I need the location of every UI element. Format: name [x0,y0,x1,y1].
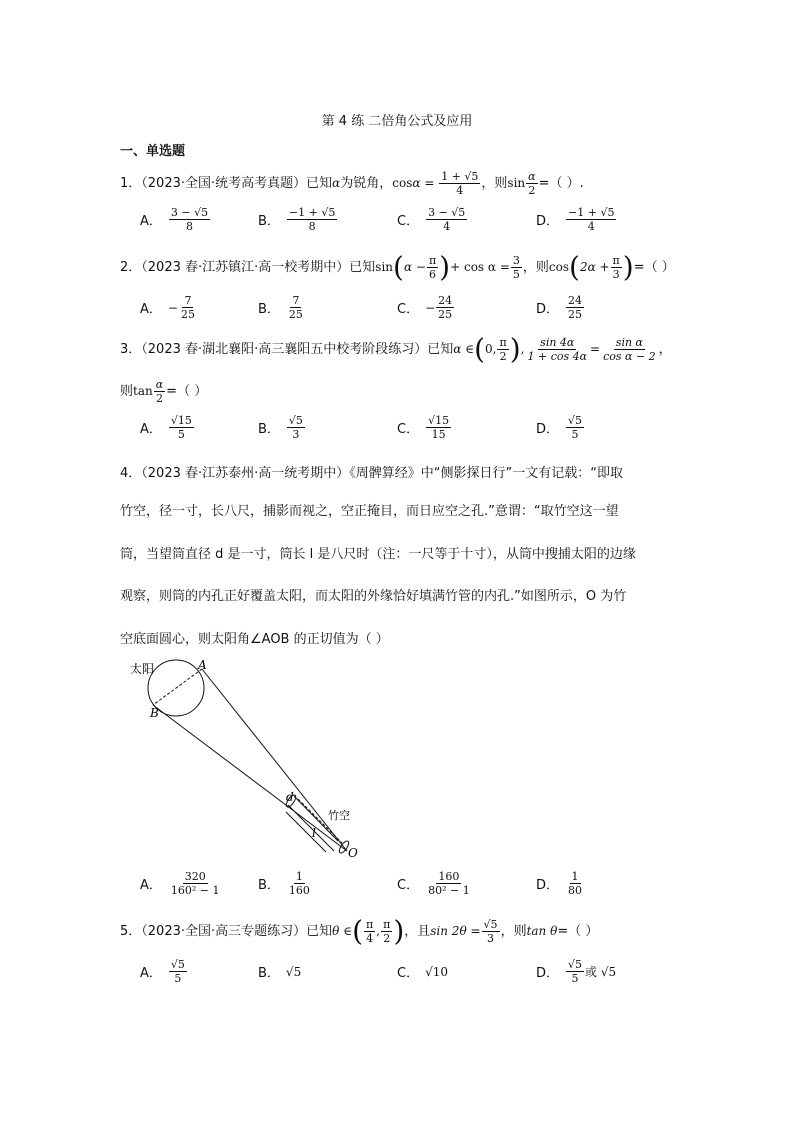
denominator: 4 [443,220,451,233]
option-fraction [169,958,187,985]
option-fraction [287,206,337,233]
denominator: 80² − 1 [428,884,470,897]
denominator: 3 [292,428,300,441]
alpha-symbol: α [332,176,341,190]
numerator: π [499,336,507,349]
denominator: 5 [174,972,182,985]
left-paren: ( [474,332,486,366]
option-label: C． [397,966,420,981]
option-value: √10 [425,964,448,979]
q1-half-angle [526,170,537,197]
question-1 [120,170,584,197]
option-fraction [426,414,451,441]
option-fraction [566,294,584,321]
option-label: C． [397,214,420,229]
q4-option-d[interactable] [536,870,585,897]
denominator: 5 [177,428,185,441]
option-fraction [566,206,616,233]
numerator: 7 [184,294,192,307]
q1-option-d[interactable] [536,206,617,233]
numerator: 7 [292,294,300,307]
q2-option-c[interactable] [397,294,455,321]
option-fraction [566,958,584,985]
alpha-symbol: α [412,176,421,190]
q4-line-3: 筒，当望筒直径 d 是一寸，筒长 l 是八尺时（注：一尺等于十寸），从筒中搜捕太阳的边缘 [120,547,636,562]
option-label: B． [258,214,280,229]
q3-fraction-1 [525,336,589,363]
numerator: sin 4α [540,336,575,349]
denominator: 15 [431,428,446,441]
label-l: l [312,826,316,840]
numerator: −1 + √5 [288,206,336,219]
ray-b [153,705,347,851]
q4-option-b[interactable] [258,870,313,897]
label-b: B [150,706,159,720]
option-label: A． [140,214,162,229]
denominator: 8 [308,220,316,233]
q5-source: （2023·全国·高三专题练习） [141,924,307,939]
q3-half-angle [154,378,165,405]
label-sun: 太阳 [130,662,155,676]
q2-inner: α − [403,260,426,274]
q1-text-3: ，则 [481,176,508,191]
q4-line-5: 空底面圆心，则太阳角∠AOB 的正切值为（ ） [120,632,389,647]
q2-sin: sin [375,260,394,274]
option-fraction [566,870,584,897]
q5-cond: θ ∈ [332,924,353,938]
q2-ratio [511,254,522,281]
section-heading: 一、单选题 [120,144,186,159]
option-label: D． [536,214,560,229]
label-o: O [348,846,358,860]
q5-text: 已知 [306,924,333,939]
numerator: −1 + √5 [568,206,615,219]
option-label: B． [258,422,280,437]
denominator: 25 [438,308,453,321]
pi-over-6 [427,254,438,281]
denominator: 1 + cos 4α [527,350,588,363]
equals: = [590,342,601,356]
q1-text-2: 为锐角， [340,176,393,191]
q4-option-a[interactable] [140,870,223,897]
q3-cond: α ∈ [453,342,475,356]
q1-cos: cos [392,176,413,190]
q1-text-4: =（ ）. [538,176,584,191]
numerator: 1 [571,870,579,883]
q3-sep: , [520,342,525,356]
denominator: 5 [512,268,520,281]
numerator: 3 − √5 [170,206,209,219]
denominator: 160 [288,884,310,897]
denominator: 5 [571,428,579,441]
q1-text: 已知 [306,176,333,191]
numerator: π [428,254,437,267]
question-3 [120,332,672,366]
q3-option-d[interactable] [536,414,585,441]
option-label: C． [397,878,420,893]
option-fraction [426,206,467,233]
q4-line-4: 观察，则筒的内孔正好覆盖太阳，而太阳的外缘恰好填满竹管的内孔.”如图所示，O 为竹 [120,589,627,604]
q5-option-b[interactable] [258,962,301,981]
left-paren: ( [569,250,580,284]
option-fraction [426,870,472,897]
numerator: π [383,918,391,931]
right-paren: ) [439,250,451,284]
q1-option-a[interactable] [140,206,211,233]
q5-option-a[interactable] [140,958,188,985]
option-fraction [287,870,312,897]
denominator: 80 [568,884,583,897]
q3-interval: 0, [485,342,497,356]
q2-cos: cos [548,260,569,274]
denominator: 160² − 1 [170,884,220,897]
q1-option-b[interactable] [258,206,338,233]
denominator: 3 [487,932,495,945]
option-label: D． [536,966,560,981]
numerator: 1 + √5 [441,170,479,183]
q5-tan: tan θ [526,924,558,938]
denominator: 6 [429,268,437,281]
denominator: 8 [186,220,194,233]
pi-over-2 [381,918,392,945]
option-sign: − [425,300,436,315]
q5-text-4: =（ ） [557,924,599,939]
option-label: C． [397,302,420,317]
pi-over-2 [497,336,508,363]
pi-over-3 [611,254,622,281]
denominator: 5 [571,972,579,985]
numerator: 3 [512,254,520,267]
denominator: 3 [612,268,620,281]
q3-option-a[interactable] [140,414,195,441]
pi-over-4 [364,918,375,945]
q3-text-2: 则 [120,384,134,399]
q3-option-b[interactable] [258,414,306,441]
numerator: √15 [170,414,192,427]
left-paren: ( [393,250,404,284]
q5-sin2: sin 2θ = [430,924,481,938]
numerator: π [366,918,374,931]
option-fraction [179,294,197,321]
denominator: 2 [499,350,507,363]
option-label: B． [258,966,280,981]
option-value: √5 [285,964,302,979]
numerator: 160 [438,870,460,883]
option-fraction [169,414,194,441]
q3-tail: ， [658,342,672,357]
option-label: A． [140,878,162,893]
option-fraction [169,870,222,897]
option-fraction [566,414,584,441]
q1-option-c[interactable] [397,206,468,233]
equals: = [420,176,439,190]
denominator: 2 [155,392,163,405]
option-label: D． [536,878,560,893]
numerator: π [612,254,620,267]
denominator: 2 [528,184,536,197]
q4-line-1: 4．（2023 春·江苏泰州·高一统考期中）《周髀算经》中“侧影探日行”一文有记载：“即取 [120,466,623,481]
option-fraction [287,414,305,441]
denominator: cos α − 2 [603,350,656,363]
denominator: 4 [366,932,374,945]
q2-expr: + cos α = [450,260,510,274]
page-title: 第 4 练 二倍角公式及应用 [321,114,473,129]
option-sign: − [167,300,178,315]
q2-number: 2． [120,260,142,275]
question-5 [120,914,599,948]
q2-text-2: ，则 [522,260,549,275]
option-fraction [436,294,454,321]
numerator: α [528,170,536,183]
label-tube: 竹空 [328,809,350,822]
q3-fraction-2 [601,336,658,363]
right-paren: ) [393,914,405,948]
numerator: √5 [288,414,303,427]
option-label: B． [258,878,280,893]
question-3-line-2 [120,378,207,405]
q2-text: 已知 [349,260,376,275]
q4-line-2: 竹空，径一寸，长八尺，捕影而视之，空正掩目，而日应空之孔.”意谓：“取竹空这一望 [120,504,619,519]
q2-inner-2: 2α + [579,260,610,274]
q3-text: 已知 [427,342,454,357]
question-2 [120,250,675,284]
numerator: 320 [184,870,206,883]
numerator: √5 [568,414,583,427]
option-label: B． [258,302,280,317]
option-fraction [169,206,210,233]
q5-text-3: ，则 [500,924,527,939]
numerator: 3 − √5 [428,206,466,219]
denominator: 2 [383,932,391,945]
q1-fraction [439,170,480,197]
numerator: √5 [483,918,498,931]
q3-tan: tan [133,384,153,398]
comma: , [376,924,381,938]
left-paren: ( [352,914,364,948]
sun-tube-diagram [120,655,380,870]
right-paren: ) [622,250,634,284]
sun-diameter-ab [153,669,202,705]
option-label: D． [536,302,560,317]
numerator: sin α [615,336,643,349]
denominator: 25 [288,308,303,321]
q4-option-c[interactable] [397,870,473,897]
q1-source: （2023·全国·统考高考真题） [141,176,307,191]
option-label: C． [397,422,420,437]
option-label: A． [140,422,162,437]
ray-a [202,669,347,851]
numerator: α [155,378,164,391]
bamboo-tube [285,794,351,855]
q2-text-3: =（ ） [633,260,675,275]
q2-option-b[interactable] [258,294,306,321]
numerator: √5 [170,958,185,971]
q2-option-a[interactable] [140,294,198,321]
q5-number: 5． [120,924,142,939]
q1-number: 1． [120,176,142,191]
option-fraction [287,294,305,321]
q2-source: （2023 春·江苏镇江·高一校考期中） [141,260,350,275]
q3-option-c[interactable] [397,414,452,441]
numerator: 24 [438,294,453,307]
option-label: D． [536,422,560,437]
q5-text-2: ，且 [404,924,431,939]
q1-sin: sin [507,176,526,190]
denominator: 4 [456,184,464,197]
denominator: 25 [180,308,195,321]
right-paren: ) [509,332,521,366]
denominator: 25 [568,308,583,321]
numerator: 24 [568,294,583,307]
option-label: A． [140,302,162,317]
numerator: √5 [568,958,583,971]
q5-option-c[interactable] [397,962,448,981]
q3-number: 3． [120,342,142,357]
q2-option-d[interactable] [536,294,585,321]
label-a: A [198,658,207,672]
option-tail: 或 √5 [585,965,617,979]
label-d: d [286,790,294,804]
denominator: 4 [587,220,595,233]
q3-source: （2023 春·湖北襄阳·高三襄阳五中校考阶段练习） [141,342,428,357]
q3-text-3: =（ ） [166,384,208,399]
numerator: √15 [428,414,450,427]
option-label: A． [140,966,162,981]
q5-option-d[interactable] [536,958,616,985]
numerator: 1 [295,870,303,883]
q5-value [482,918,500,945]
length-marker [286,812,326,852]
